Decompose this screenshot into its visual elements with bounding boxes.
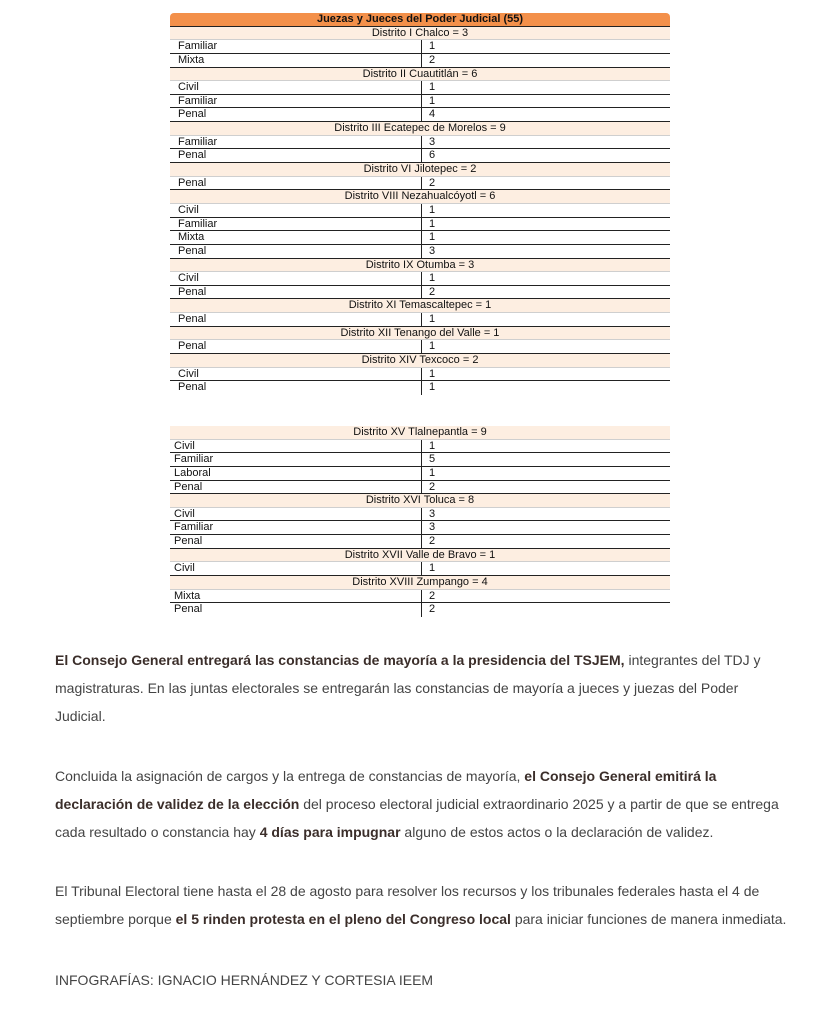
- table-row: [170, 95, 670, 109]
- materia-cell: Mixta: [178, 231, 205, 244]
- district-header: Distrito VIII Nezahualcóyotl = 6: [170, 190, 670, 204]
- district-header: Distrito II Cuautitlán = 6: [170, 68, 670, 82]
- judges-table-part-2: [170, 426, 670, 617]
- materia-cell: Penal: [178, 313, 207, 326]
- table-row: [170, 535, 670, 549]
- district-header: Distrito VI Jilotepec = 2: [170, 163, 670, 177]
- table-row: [170, 108, 670, 122]
- materia-cell: Penal: [174, 480, 203, 493]
- bold-text: 4 días para impugnar: [259, 824, 401, 840]
- text-span: para iniciar funciones de manera inmediata.: [510, 911, 787, 927]
- district-header: Distrito XII Tenango del Valle = 1: [170, 327, 670, 341]
- district-header: Distrito XVII Valle de Bravo = 1: [170, 549, 670, 563]
- text-span: El Tribunal Electoral tiene hasta el 28 de agosto para resolver los recursos y los tribunales federales hasta el 4 de septiembre porque: [55, 883, 760, 927]
- count-cell: 1: [421, 340, 435, 353]
- count-cell: 1: [421, 81, 435, 94]
- materia-cell: Civil: [178, 203, 199, 216]
- count-cell: 3: [421, 521, 435, 534]
- text-span: alguno de estos actos o la declaración de validez.: [400, 824, 714, 840]
- materia-cell: Penal: [174, 535, 203, 548]
- materia-cell: Familiar: [178, 217, 218, 230]
- table-row: [170, 136, 670, 150]
- materia-cell: Penal: [178, 285, 207, 298]
- materia-cell: Laboral: [174, 466, 211, 479]
- paragraph-tribunal-electoral: [55, 877, 790, 933]
- count-cell: 2: [421, 603, 435, 617]
- table-row: [170, 453, 670, 467]
- materia-cell: Penal: [178, 176, 207, 189]
- table-row: [170, 272, 670, 286]
- table-row: [170, 562, 670, 576]
- count-cell: 6: [421, 149, 435, 162]
- table-row: [170, 521, 670, 535]
- text-span: Concluida la asignación de cargos y la entrega de constancias de mayoría,: [55, 768, 525, 784]
- district-header: Distrito XI Temascaltepec = 1: [170, 299, 670, 313]
- materia-cell: Penal: [178, 149, 207, 162]
- table-row: [170, 177, 670, 191]
- materia-cell: Civil: [174, 562, 195, 575]
- materia-cell: Penal: [178, 381, 207, 394]
- count-cell: 2: [421, 54, 435, 67]
- table-row: [170, 245, 670, 259]
- paragraph-constancias: [55, 646, 790, 730]
- count-cell: 2: [421, 590, 435, 603]
- table-row: [170, 340, 670, 354]
- paragraph-declaracion-validez: [55, 762, 790, 846]
- table-row: [170, 467, 670, 481]
- materia-cell: Penal: [178, 108, 207, 121]
- materia-cell: Civil: [174, 439, 195, 452]
- table-row: [170, 204, 670, 218]
- count-cell: 2: [421, 177, 435, 190]
- table-row: [170, 481, 670, 495]
- count-cell: 2: [421, 535, 435, 548]
- count-cell: 1: [421, 218, 435, 231]
- table-row: [170, 590, 670, 604]
- district-header: Distrito III Ecatepec de Morelos = 9: [170, 122, 670, 136]
- materia-cell: Familiar: [178, 40, 218, 53]
- materia-cell: Familiar: [178, 135, 218, 148]
- district-header: Distrito XVIII Zumpango = 4: [170, 576, 670, 590]
- district-header: Distrito IX Otumba = 3: [170, 259, 670, 273]
- table-row: [170, 286, 670, 300]
- materia-cell: Mixta: [174, 589, 201, 602]
- count-cell: 3: [421, 245, 435, 258]
- count-cell: 1: [421, 40, 435, 53]
- table-row: [170, 81, 670, 95]
- materia-cell: Familiar: [178, 94, 218, 107]
- count-cell: 1: [421, 368, 435, 381]
- table-row: [170, 368, 670, 382]
- bold-text: el Consejo General emitirá la declaración de validez de la elección: [55, 768, 717, 812]
- materia-cell: Penal: [178, 244, 207, 257]
- count-cell: 5: [421, 453, 435, 466]
- materia-cell: Civil: [178, 367, 199, 380]
- materia-cell: Mixta: [178, 53, 205, 66]
- bold-text: El Consejo General entregará las constancias de mayoría a la presidencia del TSJEM,: [55, 652, 625, 668]
- district-header: Distrito XV Tlalnepantla = 9: [170, 426, 670, 440]
- materia-cell: Penal: [174, 603, 203, 616]
- count-cell: 1: [421, 562, 435, 575]
- count-cell: 1: [421, 440, 435, 453]
- text-span: del proceso electoral judicial extraordinario 2025 y a partir de que se entrega cada resultado o constancia hay: [55, 796, 779, 840]
- bold-text: el 5 rinden protesta en el pleno del Congreso local: [175, 911, 511, 927]
- count-cell: 1: [421, 272, 435, 285]
- table-row: [170, 508, 670, 522]
- materia-cell: Penal: [178, 340, 207, 353]
- count-cell: 1: [421, 95, 435, 108]
- materia-cell: Civil: [178, 272, 199, 285]
- table-row: [170, 149, 670, 163]
- materia-cell: Familiar: [174, 521, 214, 534]
- count-cell: 2: [421, 286, 435, 299]
- count-cell: 1: [421, 313, 435, 326]
- count-cell: 1: [421, 204, 435, 217]
- table-row: [170, 231, 670, 245]
- table-row: [170, 603, 670, 617]
- materia-cell: Familiar: [174, 453, 214, 466]
- materia-cell: Civil: [178, 81, 199, 94]
- table-title: Juezas y Jueces del Poder Judicial (55): [170, 13, 670, 27]
- count-cell: 1: [421, 467, 435, 480]
- count-cell: 1: [421, 381, 435, 395]
- count-cell: 3: [421, 136, 435, 149]
- district-header: Distrito XIV Texcoco = 2: [170, 354, 670, 368]
- count-cell: 4: [421, 108, 435, 121]
- count-cell: 3: [421, 508, 435, 521]
- table-row: [170, 313, 670, 327]
- district-header: Distrito XVI Toluca = 8: [170, 494, 670, 508]
- table-row: [170, 40, 670, 54]
- table-row: [170, 54, 670, 68]
- count-cell: 1: [421, 231, 435, 244]
- judges-table-part-1: [170, 13, 670, 395]
- materia-cell: Civil: [174, 507, 195, 520]
- count-cell: 2: [421, 481, 435, 494]
- text-span: integrantes del TDJ y magistraturas. En las juntas electorales se entregarán las constancias de mayoría a jueces y juezas del Poder Judicial.: [55, 652, 761, 724]
- table-row: [170, 218, 670, 232]
- infographics-credit: INFOGRAFÍAS: IGNACIO HERNÁNDEZ Y CORTESIA IEEM: [55, 972, 434, 988]
- table-row: [170, 440, 670, 454]
- district-header: Distrito I Chalco = 3: [170, 27, 670, 41]
- table-row: [170, 381, 670, 395]
